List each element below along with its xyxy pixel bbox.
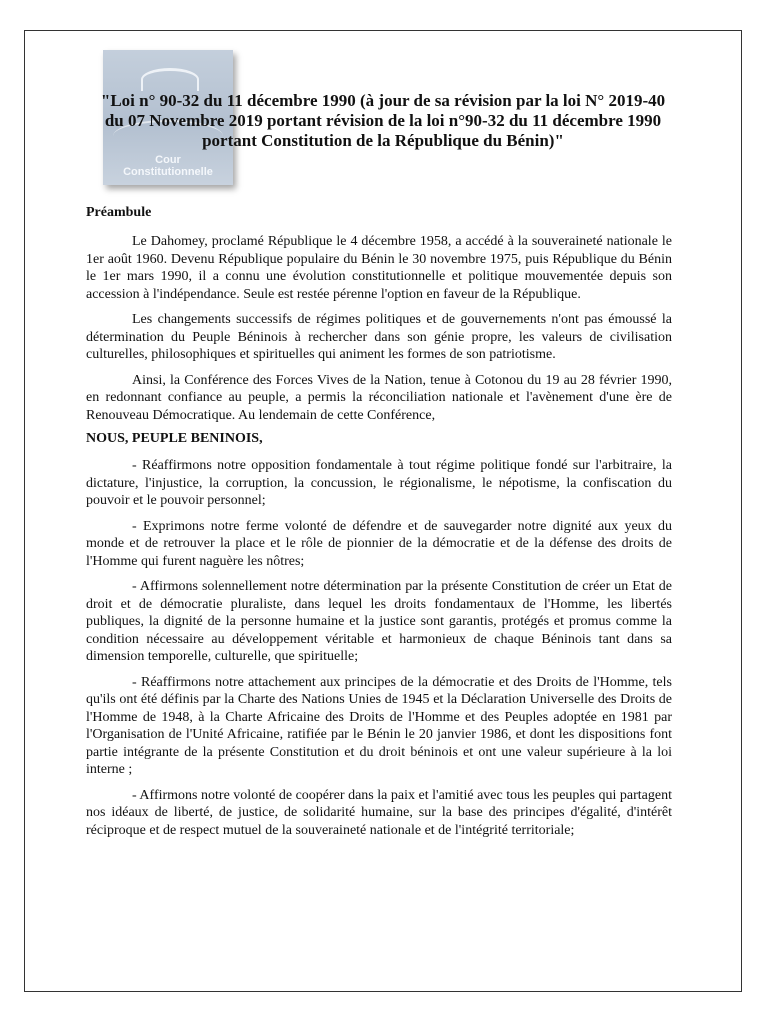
people-heading: NOUS, PEUPLE BENINOIS, — [86, 431, 263, 446]
building-emblem-icon — [141, 68, 199, 91]
preamble-heading: Préambule — [86, 205, 152, 220]
declaration-paragraph: - Affirmons solennellement notre détermination par la présente Constitution de créer un Etat de droit et de démocratie pluraliste, dans lequel les droits fondamentaux de l'Homme, les libertés publiques, la dignité de la personne humaine et la justice sont garantis, protégés et promus comme la condition nécessaire au développement véritable et harmonieux de chaque Béninois tant dans sa dimension temporelle, culturelle, que spirituelle; — [86, 579, 672, 664]
declaration-paragraph: - Réaffirmons notre attachement aux principes de la démocratie et des Droits de l'Homme, tels qu'ils ont été définis par la Charte des Nations Unies de 1945 et la Déclaration Universelle des Droits de l'Homme de 1948, à la Charte Africaine des Droits de l'Homme et des Peuples adoptée en 1981 par l'Organisation de l'Unité Africaine, ratifiée par le Bénin le 20 janvier 1986, et dont les dispositions font partie intégrante de la présente Constitution et du droit béninois et ont une valeur supérieure à la loi interne ; — [86, 674, 672, 777]
declaration-paragraph: - Exprimons notre ferme volonté de défendre et de sauvegarder notre dignité aux yeux du monde et de retrouver la place et le rôle de pionnier de la démocratie et de la défense des droits de l'Homme qui furent naguère les nôtres; — [86, 518, 672, 569]
document-body — [86, 204, 672, 847]
logo-text-line2: Constitutionnelle — [123, 166, 213, 178]
preamble-paragraph: Ainsi, la Conférence des Forces Vives de la Nation, tenue à Cotonou du 19 au 28 février 1990, en redonnant confiance au peuple, a permis la réconciliation nationale et l'avènement d'une ère de Renouveau Démocratique. Au lendemain de cette Conférence, — [86, 372, 672, 423]
preamble-paragraph: Le Dahomey, proclamé République le 4 décembre 1958, a accédé à la souveraineté nationale le 1er août 1960. Devenu République populaire du Bénin le 30 novembre 1975, puis République du Bénin le 1er mars 1990, il a connu une évolution constitutionnelle et politique mouvementée depuis son accession à l'indépendance. Seule est restée pérenne l'option en faveur de la République. — [86, 234, 672, 302]
declaration-paragraph: - Réaffirmons notre opposition fondamentale à tout régime politique fondé sur l'arbitraire, la dictature, l'injustice, la corruption, la concussion, le régionalisme, le népotisme, la confiscation du pouvoir et le pouvoir personnel; — [86, 458, 672, 508]
logo-text-line1: Cour — [155, 154, 181, 166]
declaration-paragraph: - Affirmons notre volonté de coopérer dans la paix et l'amitié avec tous les peuples qui partagent nos idéaux de liberté, de justice, de solidarité humaine, sur la base des principes d'égalité, d'intérêt réciproque et de respect mutuel de la souveraineté nationale et de l'intégrité territoriale; — [86, 787, 672, 838]
document-title: "Loi n° 90-32 du 11 décembre 1990 (à jour de sa révision par la loi N° 2019-40 du 07 Novembre 2019 portant révision de la loi n°90-32 du 11 décembre 1990 portant Constitution de la République du Bénin)" — [100, 91, 666, 150]
preamble-paragraph: Les changements successifs de régimes politiques et de gouvernements n'ont pas émoussé la détermination du Peuple Béninois à rechercher dans son génie propre, les valeurs de civilisation culturelles, philosophiques et spirituelles qui animent les formes de son patriotisme. — [86, 312, 672, 362]
